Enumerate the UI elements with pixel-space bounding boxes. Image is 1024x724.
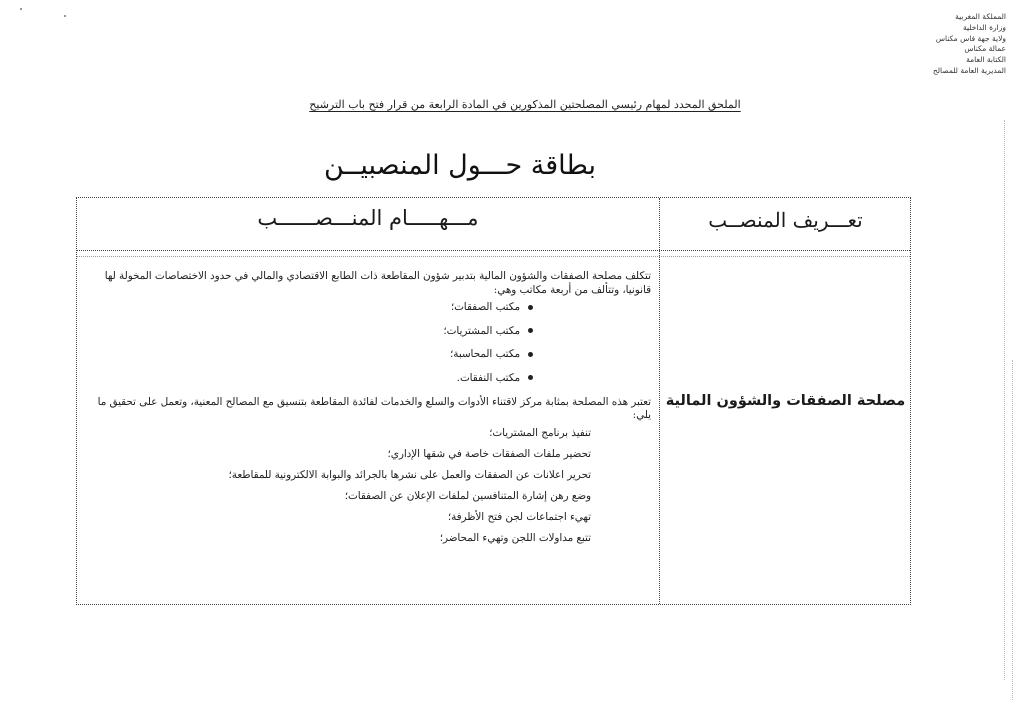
list-item: تحرير اعلانات عن الصفقات والعمل على نشرها بالجرائد والبوابة الالكترونية للمقاطعة؛	[228, 468, 591, 481]
office-label: مكتب المحاسبة؛	[450, 348, 520, 361]
header-line: ولاية جهة فاس مكناس	[935, 33, 1006, 43]
scan-speck	[64, 15, 66, 17]
bullet-icon	[528, 352, 533, 357]
list-item: تهيء اجتماعات لجن فتح الأظرفة؛	[447, 511, 591, 524]
column-header-tasks: مـــهـــــام المنـــصــــــب	[257, 206, 479, 230]
list-item: وضع رهن إشارة المتنافسين لملفات الإعلان عن الصفقات؛	[344, 490, 591, 503]
list-item	[91, 348, 651, 362]
scan-margin-line	[1012, 360, 1013, 700]
bullet-icon	[528, 375, 533, 380]
header-line: عمالة مكناس	[964, 44, 1006, 54]
office-list	[91, 301, 651, 385]
office-label: مكتب المشتريات؛	[443, 324, 520, 337]
scan-margin-line	[1004, 120, 1005, 680]
role-paragraph: تعتبر هذه المصلحة بمثابة مركز لاقتناء الأدوات والسلع والخدمات لفائدة المقاطعة بتنسيق مع المصالح المعنية، وتعمل على تحقيق ما يلي:	[97, 395, 651, 422]
annex-heading: الملحق المحدد لمهام رئيسي المصلحتين المذكورين في المادة الرابعة من قرار فتح باب الترشيح	[309, 98, 741, 111]
list-item: تحضير ملفات الصفقات خاصة في شقها الإداري؛	[387, 447, 591, 460]
office-label: مكتب الصفقات؛	[450, 301, 520, 314]
header-line: الكتابة العامة	[966, 55, 1006, 65]
column-header-definition: تعـــريف المنصــب	[708, 208, 863, 232]
header-line: وزارة الداخلية	[962, 22, 1006, 32]
list-item	[91, 372, 651, 386]
official-header	[856, 12, 1006, 77]
header-divider-faint	[77, 256, 910, 257]
scan-speck	[20, 8, 22, 10]
office-label: مكتب النفقات.	[456, 371, 520, 384]
list-item: تتبع مداولات اللجن وتهيء المحاضر؛	[439, 532, 591, 545]
header-line: المملكة المغربية	[955, 12, 1006, 21]
post-card-table	[76, 197, 911, 605]
duty-list	[91, 427, 651, 546]
tasks-body	[91, 270, 651, 553]
post-name: مصلحة الصفقات والشؤون المالية	[665, 393, 906, 409]
intro-paragraph: تتكلف مصلحة الصفقات والشؤون المالية بتدبير شؤون المقاطعة ذات الطابع الاقتصادي والمالي في حدود الاختصاصات المخولة لها قانونيا، وتتألف من أربعة مكاتب وهي:	[104, 270, 651, 296]
bullet-icon	[528, 305, 533, 310]
page-title: بطاقة حـــول المنصبيــن	[324, 150, 596, 181]
list-item	[91, 301, 651, 315]
list-item: تنفيذ برنامج المشتريات؛	[489, 426, 591, 439]
header-line: المديرية العامة للمصالح	[932, 65, 1006, 75]
header-divider	[77, 250, 910, 251]
list-item	[91, 325, 651, 339]
bullet-icon	[528, 328, 533, 333]
